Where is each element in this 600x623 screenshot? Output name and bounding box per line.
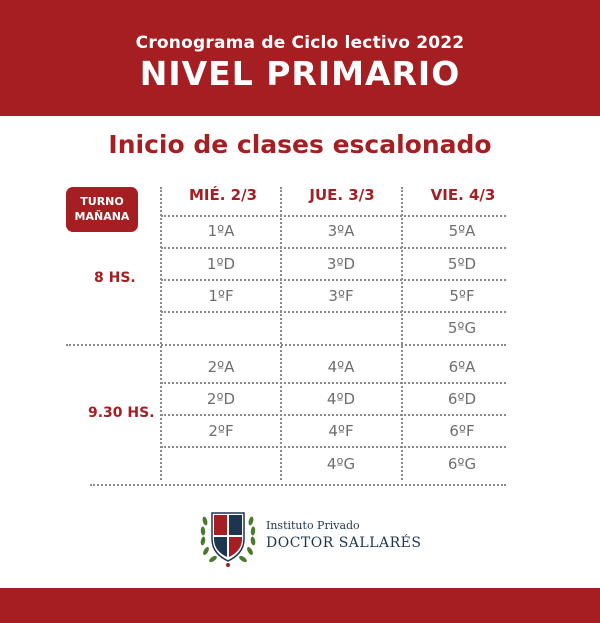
header-title: NIVEL PRIMARIO bbox=[139, 54, 461, 93]
grid-divider bbox=[161, 414, 506, 416]
logo-line1: Instituto Privado bbox=[266, 519, 360, 532]
crest-icon bbox=[196, 507, 260, 571]
grade-cell: 2ºF bbox=[208, 422, 234, 440]
grade-cell: 1ºF bbox=[208, 287, 234, 305]
grade-cell: 3ºF bbox=[328, 287, 354, 305]
day-header: JUE. 3/3 bbox=[309, 186, 375, 204]
logo-line2: DOCTOR SALLARÉS bbox=[266, 535, 422, 551]
grade-cell: 5ºA bbox=[448, 222, 476, 240]
grade-cell: 5ºF bbox=[449, 287, 475, 305]
day-header: VIE. 4/3 bbox=[430, 186, 496, 204]
grid-divider bbox=[161, 382, 506, 384]
grade-cell: 6ºF bbox=[449, 422, 475, 440]
grade-cell: 3ºA bbox=[327, 222, 355, 240]
time-label-8: 8 HS. bbox=[94, 270, 136, 286]
grid-divider bbox=[161, 446, 506, 448]
grade-cell: 1ºA bbox=[207, 222, 235, 240]
day-header: MIÉ. 2/3 bbox=[188, 186, 258, 204]
turno-badge bbox=[66, 187, 138, 232]
grid-divider bbox=[161, 247, 506, 249]
header-subtitle: Cronograma de Ciclo lectivo 2022 bbox=[135, 33, 465, 53]
grid-divider bbox=[161, 279, 506, 281]
grade-cell: 4ºG bbox=[326, 455, 356, 473]
grade-cell: 4ºF bbox=[328, 422, 354, 440]
footer-banner bbox=[0, 588, 600, 623]
grade-cell: 3ºD bbox=[326, 255, 356, 273]
grade-cell: 5ºD bbox=[447, 255, 477, 273]
grade-cell: 6ºG bbox=[447, 455, 477, 473]
grid-divider bbox=[161, 215, 506, 217]
turno-line1: TURNO bbox=[80, 195, 124, 208]
grade-cell: 2ºD bbox=[206, 390, 236, 408]
header-banner bbox=[0, 0, 600, 116]
school-logo bbox=[196, 507, 426, 571]
page-heading: Inicio de clases escalonado bbox=[108, 130, 492, 159]
grade-cell: 4ºA bbox=[327, 358, 355, 376]
block-divider bbox=[66, 344, 506, 346]
grade-cell: 6ºA bbox=[448, 358, 476, 376]
grid-divider bbox=[161, 311, 506, 313]
turno-line2: MAÑANA bbox=[74, 210, 130, 223]
grid-divider bbox=[90, 484, 506, 486]
grade-cell: 1ºD bbox=[206, 255, 236, 273]
grade-cell: 6ºD bbox=[447, 390, 477, 408]
grade-cell: 2ºA bbox=[207, 358, 235, 376]
grade-cell: 5ºG bbox=[447, 319, 477, 337]
grade-cell: 4ºD bbox=[326, 390, 356, 408]
time-label-930: 9.30 HS. bbox=[88, 405, 155, 421]
